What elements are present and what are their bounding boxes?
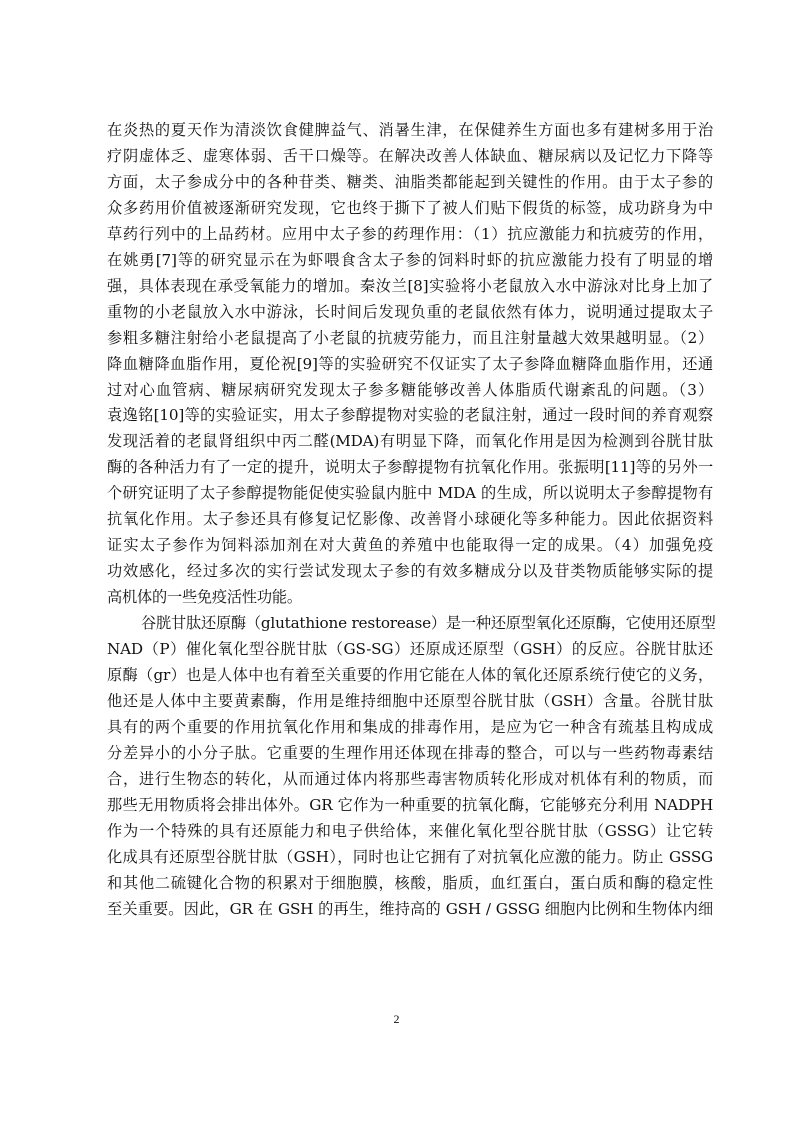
text-line: 化成具有还原型谷胱甘肽（GSH），同时也让它拥有了对抗氧化应激的能力。防止 GSSG (107, 847, 713, 866)
text-line: 抗氧化作用。太子参还具有修复记忆影像、改善肾小球硬化等多种能力。因此依据资料 (107, 510, 713, 529)
text-line: 谷胱甘肽还原酶（glutathione restorease）是一种还原型氧化还原酶，它使用还原型 (141, 614, 716, 633)
text-line: 在炎热的夏天作为清淡饮食健脾益气、消暑生津，在保健养生方面也多有建树多用于治 (107, 121, 713, 139)
text-line: 参粗多糖注射给小老鼠提高了小老鼠的抗疲劳能力，而且注射量越大效果越明显。（2） (107, 328, 713, 347)
text-line: 合，进行生物态的转化，从而通过体内将那些毒害物质转化形成对机体有利的物质，而 (107, 769, 713, 788)
page-number: 2 (393, 1012, 400, 1026)
text-line: 那些无用物质将会排出体外。GR 它作为一种重要的抗氧化酶，它能够充分利用 NADPH (107, 795, 713, 814)
text-line: 草药行列中的上品药材。应用中太子参的药理作用：（1）抗应激能力和抗疲劳的作用， (107, 224, 713, 243)
text-line: 袁逸铭[10]等的实验证实，用太子参醇提物对实验的老鼠注射，通过一段时间的养育观察 (107, 406, 713, 425)
text-line: 分差异小的小分子肽。它重要的生理作用还体现在排毒的整合，可以与一些药物毒素结 (107, 743, 713, 762)
text-line: 发现活着的老鼠肾组织中丙二醛(MDA)有明显下降，而氧化作用是因为检测到谷胱甘肽 (107, 432, 713, 451)
text-line: 高机体的一些免疫活性功能。 (107, 588, 302, 607)
text-line: 个研究证明了太子参醇提物能促使实验鼠内脏中 MDA 的生成，所以说明太子参醇提物有 (107, 484, 713, 503)
text-line: 他还是人体中主要黄素酶，作用是维持细胞中还原型谷胱甘肽（GSH）含量。谷胱甘肽 (107, 691, 713, 710)
text-line: NAD（P）催化氧化型谷胱甘肽（GS-SG）还原成还原型（GSH）的反应。谷胱甘肽还 (107, 640, 713, 658)
text-line: 具有的两个重要的作用抗氧化作用和集成的排毒作用，是应为它一种含有巯基且构成成 (107, 717, 713, 736)
text-line: 疗阴虚体乏、虚寒体弱、舌干口燥等。在解决改善人体缺血、糖尿病以及记忆力下降等 (107, 146, 713, 165)
text-line: 至关重要。因此，GR 在 GSH 的再生，维持高的 GSH / GSSG 细胞内比例和生物体内细 (107, 899, 713, 918)
text-line: 方面，太子参成分中的各种苷类、糖类、油脂类都能起到关键性的作用。由于太子参的 (107, 172, 713, 191)
text-line: 原酶（gr）也是人体中也有着至关重要的作用它能在人体的氧化还原系统行使它的义务， (107, 665, 713, 684)
text-line: 酶的各种活力有了一定的提升，说明太子参醇提物有抗氧化作用。张振明[11]等的另外一 (107, 458, 713, 477)
text-line: 强，具体表现在承受氧能力的增加。秦汝兰[8]实验将小老鼠放入水中游泳对比身上加了 (107, 276, 713, 295)
text-line: 作为一个特殊的具有还原能力和电子供给体，来催化氧化型谷胱甘肽（GSSG）让它转 (107, 821, 713, 840)
text-line: 在姚勇[7]等的研究显示在为虾喂食含太子参的饲料时虾的抗应激能力投有了明显的增 (107, 250, 713, 269)
text-line: 降血糖降血脂作用，夏伦祝[9]等的实验研究不仅证实了太子参降血糖降血脂作用，还通 (107, 354, 713, 373)
text-line: 重物的小老鼠放入水中游泳，长时间后发现负重的老鼠依然有体力，说明通过提取太子 (107, 302, 713, 321)
text-line: 功效感化，经过多次的实行尝试发现太子参的有效多糖成分以及苷类物质能够实际的提 (107, 562, 713, 581)
text-line: 证实太子参作为饲料添加剂在对大黄鱼的养殖中也能取得一定的成果。（4）加强免疫 (107, 536, 713, 555)
text-line: 过对心血管病、糖尿病研究发现太子参多糖能够改善人体脂质代谢紊乱的问题。（3） (107, 380, 713, 399)
text-line: 众多药用价值被逐渐研究发现，它也终于撕下了被人们贴下假货的标签，成功跻身为中 (107, 198, 713, 217)
text-line: 和其他二硫键化合物的积累对于细胞膜，核酸，脂质，血红蛋白，蛋白质和酶的稳定性 (107, 873, 713, 892)
